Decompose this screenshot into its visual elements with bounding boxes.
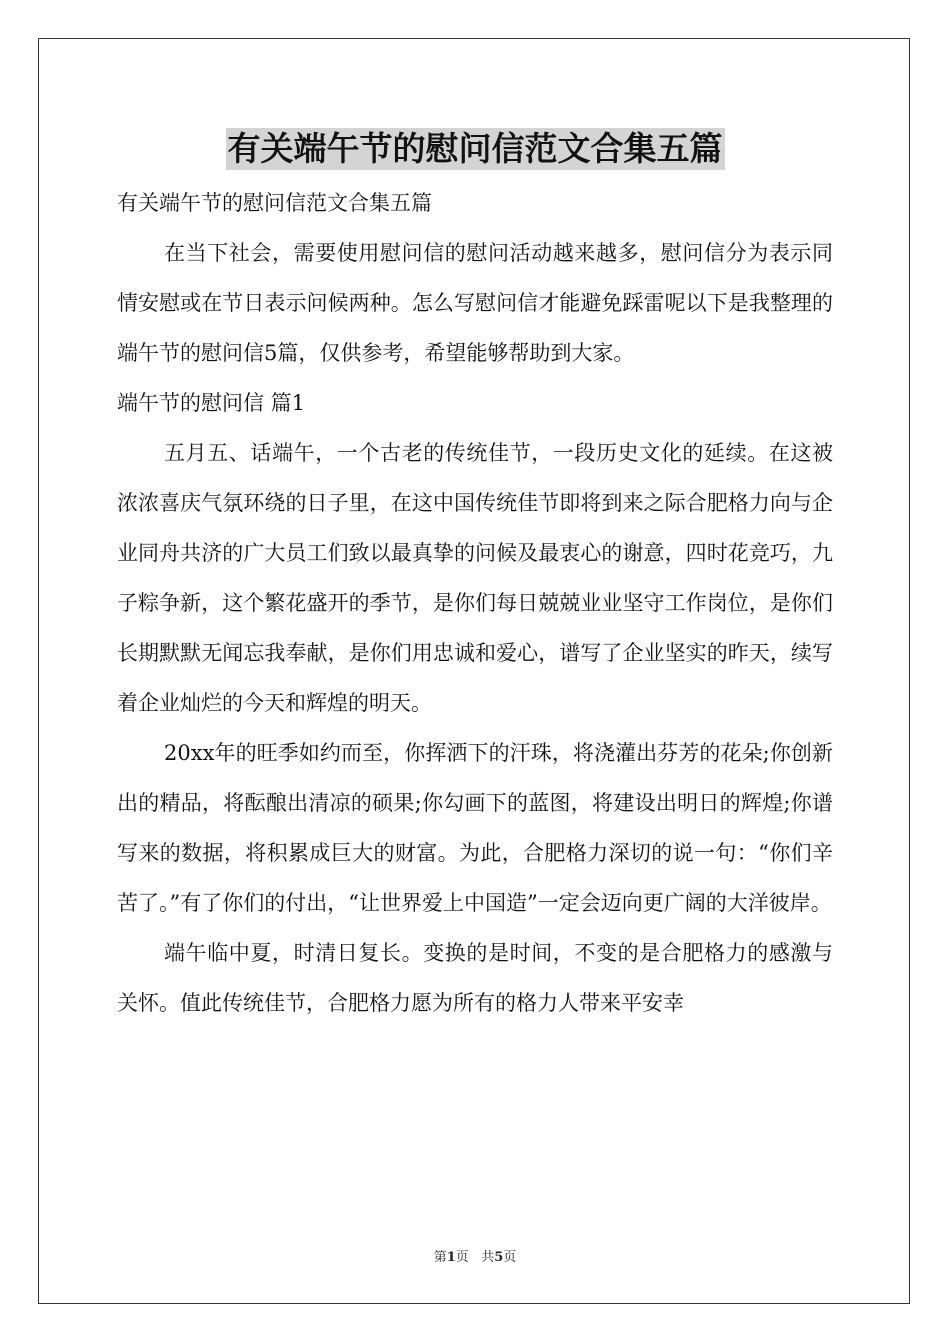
page-prefix: 第 <box>433 1250 447 1265</box>
page-number: 1 <box>446 1250 456 1265</box>
body-paragraph-3: 端午临中夏，时清日复长。变换的是时间，不变的是合肥格力的感激与关怀。值此传统佳节，合肥格力愿为所有的格力人带来平安幸 <box>117 941 833 1015</box>
document-body <box>117 178 833 1028</box>
total-prefix: 共 <box>481 1250 495 1265</box>
page-footer <box>0 1246 950 1265</box>
body-paragraph-1: 五月五、话端午，一个古老的传统佳节，一段历史文化的延续。在这被浓浓喜庆气氛环绕的日子里，在这中国传统佳节即将到来之际合肥格力向与企业同舟共济的广大员工们致以最真挚的问候及最衷心的谢意，四时花竞巧，九子粽争新，这个繁花盛开的季节，是你们每日兢兢业业坚守工作岗位，是你们长期默默无闻忘我奉献，是你们用忠诚和爱心，谱写了企业坚实的昨天，续写着企业灿烂的今天和辉煌的明天。 <box>117 441 833 715</box>
title-wrap <box>0 128 950 170</box>
section-heading: 端午节的慰问信 篇1 <box>117 391 306 415</box>
page-suffix: 页 <box>455 1250 469 1265</box>
document-title: 有关端午节的慰问信范文合集五篇 <box>227 129 723 168</box>
document-subtitle: 有关端午节的慰问信范文合集五篇 <box>117 191 432 215</box>
body-paragraph-2: 20xx年的旺季如约而至，你挥洒下的汗珠，将浇灌出芬芳的花朵;你创新出的精品，将酝酿出清凉的硕果;你勾画下的蓝图，将建设出明日的辉煌;你谱写来的数据，将积累成巨大的财富。为此，合肥格力深切的说一句：“你们辛苦了。”有了你们的付出，“让世界爱上中国造”一定会迈向更广阔的大洋彼岸。 <box>117 741 833 915</box>
total-pages: 5 <box>494 1250 504 1265</box>
intro-paragraph: 在当下社会，需要使用慰问信的慰问活动越来越多，慰问信分为表示同情安慰或在节日表示问候两种。怎么写慰问信才能避免踩雷呢以下是我整理的端午节的慰问信5篇，仅供参考，希望能够帮助到大家。 <box>117 241 833 365</box>
total-suffix: 页 <box>503 1250 517 1265</box>
